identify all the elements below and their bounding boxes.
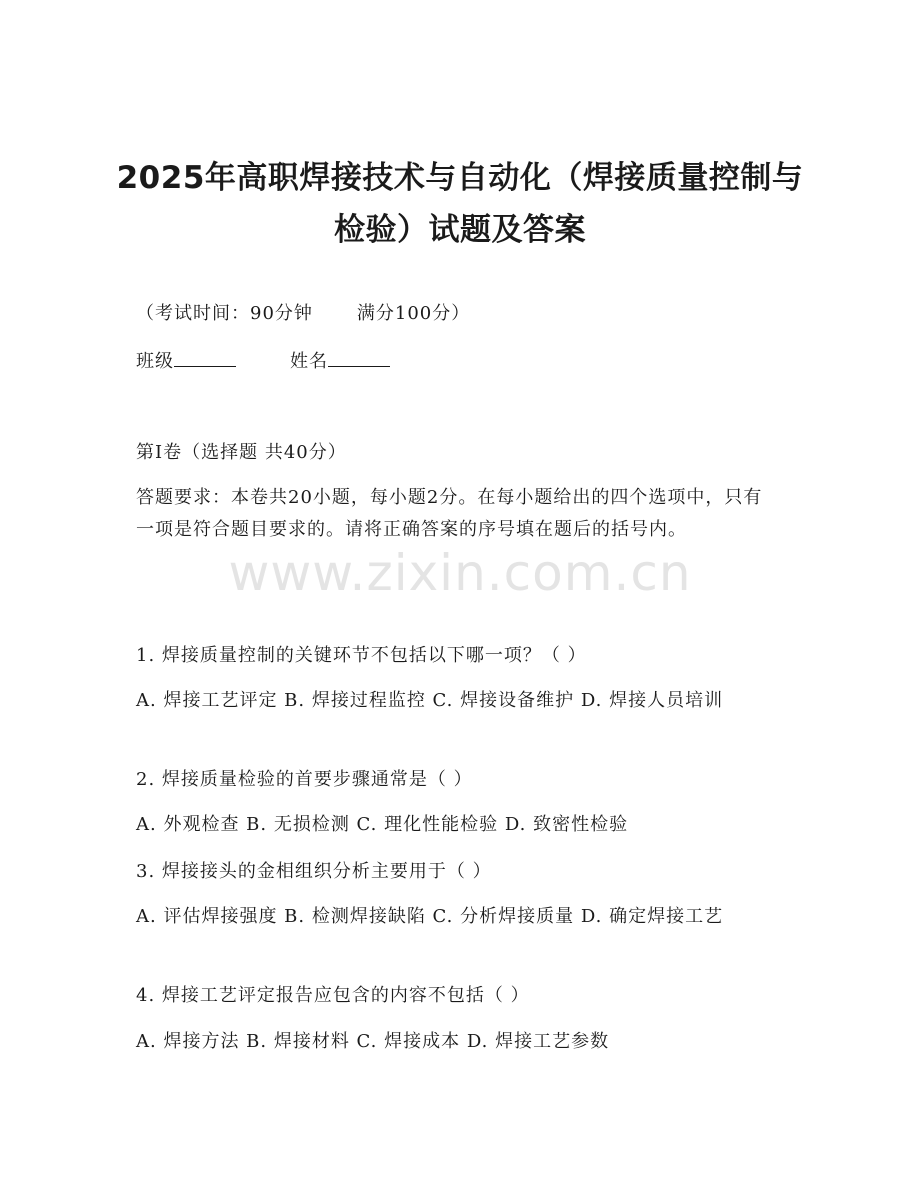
name-label: 姓名 [290,351,328,372]
class-label: 班级 [136,351,174,372]
student-fields [136,346,786,378]
question-2-stem: 2. 焊接质量检验的首要步骤通常是（ ） [136,769,473,790]
class-blank[interactable] [174,348,236,367]
question-1-options: A. 焊接工艺评定 B. 焊接过程监控 C. 焊接设备维护 D. 焊接人员培训 [136,690,724,711]
question-4-options: A. 焊接方法 B. 焊接材料 C. 焊接成本 D. 焊接工艺参数 [136,1031,610,1052]
question-3-options: A. 评估焊接强度 B. 检测焊接缺陷 C. 分析焊接质量 D. 确定焊接工艺 [136,906,724,927]
section-heading: 第I卷（选择题 共40分） [136,442,347,463]
question-1-stem: 1. 焊接质量控制的关键环节不包括以下哪一项？（ ） [136,645,587,666]
name-blank[interactable] [328,348,390,367]
exam-score: 满分100分） [356,303,471,324]
document-title: 2025年高职焊接技术与自动化（焊接质量控制与检验）试题及答案 [116,160,804,248]
watermark: www.zixin.com.cn [228,544,692,602]
question-2-options: A. 外观检查 B. 无损检测 C. 理化性能检验 D. 致密性检验 [136,814,629,835]
question-4-stem: 4. 焊接工艺评定报告应包含的内容不包括（ ） [136,985,530,1006]
exam-info [136,298,786,330]
section-instructions: 答题要求：本卷共20小题，每小题2分。在每小题给出的四个选项中，只有一项是符合题目要求的。请将正确答案的序号填在题后的括号内。 [136,487,763,540]
question-3-stem: 3. 焊接接头的金相组织分析主要用于（ ） [136,861,492,882]
exam-time: （考试时间：90分钟 [136,303,313,324]
